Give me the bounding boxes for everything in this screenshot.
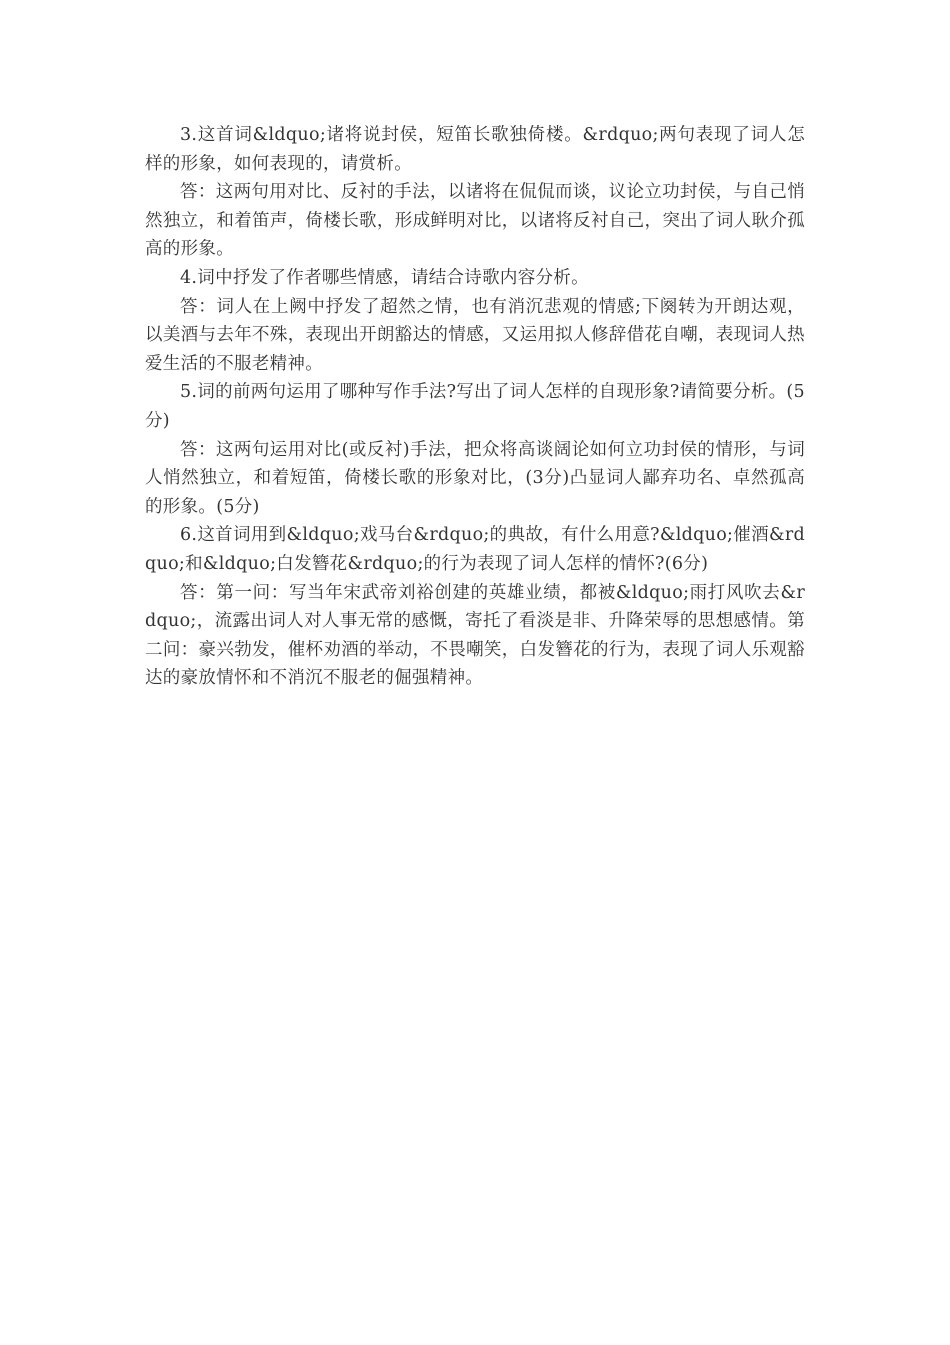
question-3: 3.这首词&ldquo;诸将说封侯，短笛长歌独倚楼。&rdquo;两句表现了词人怎样的形象，如何表现的，请赏析。 [145,125,805,174]
answer-4: 答：词人在上阙中抒发了超然之情，也有消沉悲观的情感;下阕转为开朗达观，以美酒与去年不殊，表现出开朗豁达的情感，又运用拟人修辞借花自嘲，表现词人热爱生活的不服老精神。 [145,296,805,374]
question-6: 6.这首词用到&ldquo;戏马台&rdquo;的典故，有什么用意?&ldquo;催酒&rdquo;和&ldquo;白发簪花&rdquo;的行为表现了词人怎样的情怀?(6分) [145,525,805,574]
answer-3: 答：这两句用对比、反衬的手法，以诸将在侃侃而谈，议论立功封侯，与自己悄然独立，和着笛声，倚楼长歌，形成鲜明对比，以诸将反衬自己，突出了词人耿介孤高的形象。 [145,182,805,260]
question-4: 4.词中抒发了作者哪些情感，请结合诗歌内容分析。 [180,267,589,288]
document-body [145,121,805,693]
question-5: 5.词的前两句运用了哪种写作手法?写出了词人怎样的自现形象?请简要分析。(5分) [145,382,805,431]
answer-5: 答：这两句运用对比(或反衬)手法，把众将高谈阔论如何立功封侯的情形，与词人悄然独立，和着短笛，倚楼长歌的形象对比，(3分)凸显词人鄙弃功名、卓然孤高的形象。(5分) [145,439,805,517]
answer-6: 答：第一问：写当年宋武帝刘裕创建的英雄业绩，都被&ldquo;雨打风吹去&rdquo;，流露出词人对人事无常的感慨，寄托了看淡是非、升降荣辱的思想感情。第二问：豪兴勃发，催杯劝酒的举动，不畏嘲笑，白发簪花的行为，表现了词人乐观豁达的豪放情怀和不消沉不服老的倔强精神。 [145,582,805,689]
